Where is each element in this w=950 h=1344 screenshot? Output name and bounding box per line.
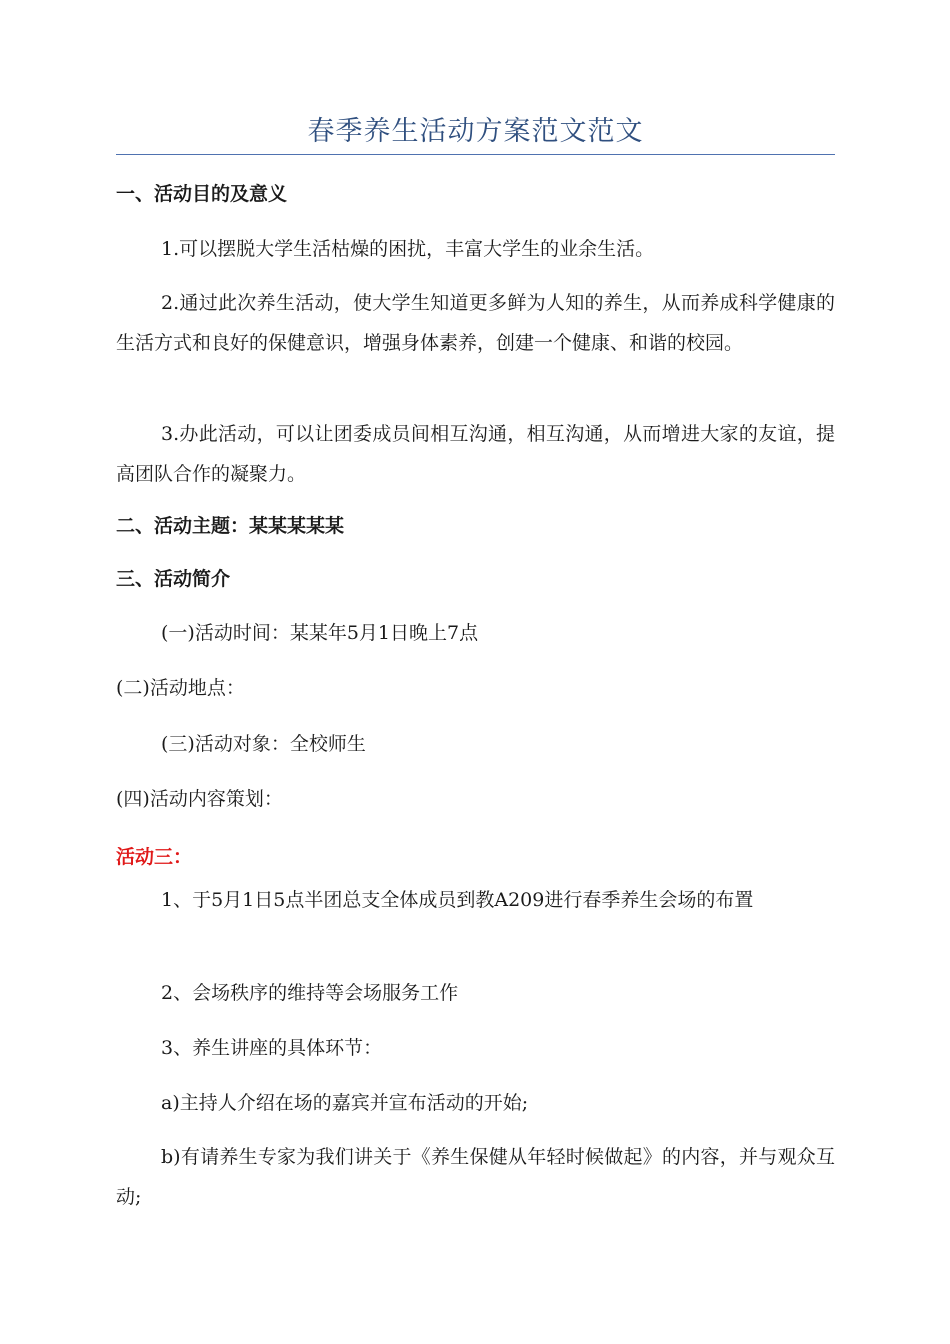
purpose-item-3: 3.办此活动，可以让团委成员间相互沟通，相互沟通，从而增进大家的友谊，提高团队合作的凝聚力。 [116,423,835,485]
activity-step-3: 3、养生讲座的具体环节： [161,1037,383,1059]
intro-target: (三)活动对象：全校师生 [161,733,366,755]
activity-sub-a: a)主持人介绍在场的嘉宾并宣布活动的开始; [161,1092,529,1114]
section1-heading: 一、活动目的及意义 [116,183,288,205]
activity-heading: 活动三： [116,846,193,868]
intro-place: (二)活动地点： [116,677,245,699]
purpose-item-1: 1.可以摆脱大学生活枯燥的困扰，丰富大学生的业余生活。 [161,238,655,260]
document-title: 春季养生活动方案范文范文 [307,116,644,147]
activity-step-2: 2、会场秩序的维持等会场服务工作 [161,982,459,1004]
intro-time: (一)活动时间：某某年5月1日晚上7点 [161,622,479,644]
section3-heading: 三、活动简介 [116,568,231,590]
intro-content: (四)活动内容策划： [116,788,283,810]
activity-step-1: 1、于5月1日5点半团总支全体成员到教A209进行春季养生会场的布置 [161,889,754,911]
section2-heading: 二、活动主题：某某某某某 [116,515,345,537]
activity-sub-b: b)有请养生专家为我们讲关于《养生保健从年轻时候做起》的内容，并与观众互动; [116,1146,835,1208]
purpose-item-2: 2.通过此次养生活动，使大学生知道更多鲜为人知的养生，从而养成科学健康的生活方式和良好的保健意识，增强身体素养，创建一个健康、和谐的校园。 [116,292,835,354]
title-underline [116,154,835,155]
